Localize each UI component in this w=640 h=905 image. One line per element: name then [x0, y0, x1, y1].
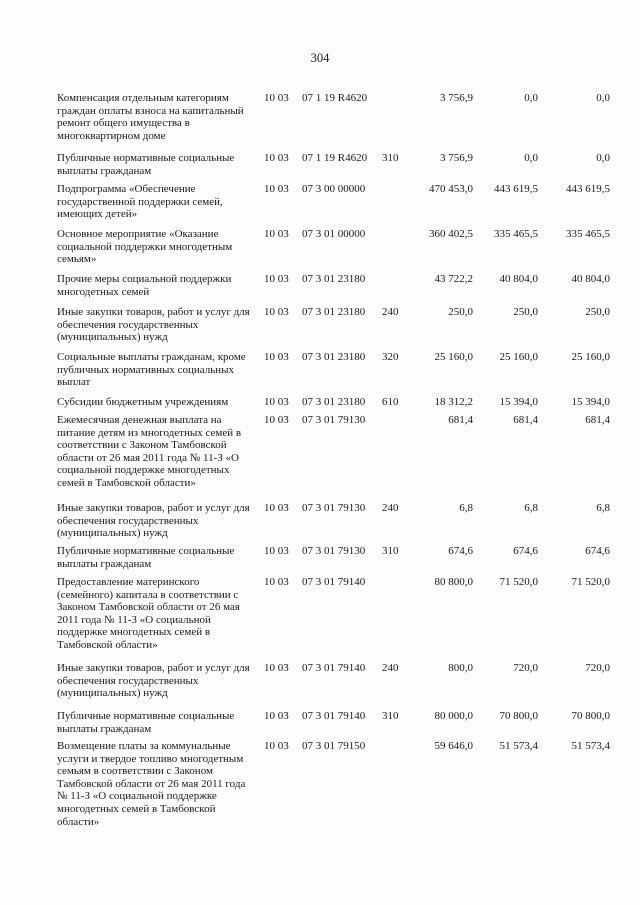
row-code: 07 3 01 23180 — [302, 396, 366, 408]
row-value-2: 674,6 — [513, 545, 538, 557]
row-value-2: 250,0 — [513, 306, 538, 318]
row-section: 10 03 — [264, 576, 289, 588]
row-vr: 310 — [382, 545, 399, 557]
row-value-2: 70 800,0 — [499, 710, 538, 722]
row-value-2: 720,0 — [513, 662, 538, 674]
row-vr: 310 — [382, 710, 399, 722]
row-section: 10 03 — [264, 183, 289, 195]
row-value-1: 59 646,0 — [434, 740, 473, 752]
row-code: 07 3 01 23180 — [302, 306, 366, 318]
row-code: 07 3 01 79130 — [302, 414, 366, 426]
row-vr: 240 — [382, 502, 399, 514]
row-vr: 240 — [382, 662, 399, 674]
row-code: 07 3 01 79140 — [302, 576, 366, 588]
row-value-1: 3 756,9 — [440, 152, 473, 164]
row-value-1: 674,6 — [448, 545, 473, 557]
row-value-3: 25 160,0 — [571, 351, 610, 363]
row-value-2: 335 465,5 — [494, 228, 538, 240]
row-description: Публичные нормативные социальные выплаты гражданам — [57, 545, 235, 570]
row-vr: 610 — [382, 396, 399, 408]
row-code: 07 1 19 R4620 — [302, 152, 368, 164]
row-code: 07 3 01 23180 — [302, 273, 366, 285]
row-value-2: 0,0 — [524, 92, 538, 104]
row-code: 07 3 01 79130 — [302, 502, 366, 514]
row-section: 10 03 — [264, 662, 289, 674]
row-value-1: 43 722,2 — [434, 273, 473, 285]
row-value-3: 40 804,0 — [571, 273, 610, 285]
row-description: Подпрограмма «Обеспечение государственной поддержки семей, имеющих детей» — [57, 183, 223, 221]
row-description: Публичные нормативные социальные выплаты гражданам — [57, 710, 235, 735]
row-value-2: 443 619,5 — [494, 183, 538, 195]
row-value-1: 80 000,0 — [434, 710, 473, 722]
row-code: 07 3 01 79150 — [302, 740, 366, 752]
row-value-2: 25 160,0 — [499, 351, 538, 363]
row-value-1: 681,4 — [448, 414, 473, 426]
row-value-3: 0,0 — [596, 92, 610, 104]
row-value-3: 443 619,5 — [566, 183, 610, 195]
row-description: Основное мероприятие «Оказание социальной поддержки многодетным семьям» — [57, 228, 233, 266]
row-section: 10 03 — [264, 228, 289, 240]
row-description: Иные закупки товаров, работ и услуг для обеспечения государственных (муниципальных) нужд — [57, 662, 250, 700]
row-description: Публичные нормативные социальные выплаты гражданам — [57, 152, 235, 177]
row-value-2: 71 520,0 — [499, 576, 538, 588]
row-section: 10 03 — [264, 273, 289, 285]
row-vr: 320 — [382, 351, 399, 363]
row-value-1: 6,8 — [459, 502, 473, 514]
row-description: Компенсация отдельным категориям граждан оплаты взноса на капитальный ремонт общего имущества в многоквартирном доме — [57, 92, 244, 142]
row-description: Ежемесячная денежная выплата на питание детям из многодетных семей в соответствии с Законом Тамбовской области от 26 мая 2011 года № 11-З «О социальной поддержке многодетных семей в Тамбовской области» — [57, 414, 242, 489]
row-value-2: 51 573,4 — [499, 740, 538, 752]
row-value-2: 6,8 — [524, 502, 538, 514]
row-value-3: 6,8 — [596, 502, 610, 514]
row-section: 10 03 — [264, 502, 289, 514]
row-value-1: 470 453,0 — [429, 183, 473, 195]
row-value-3: 15 394,0 — [571, 396, 610, 408]
row-section: 10 03 — [264, 351, 289, 363]
row-value-1: 360 402,5 — [429, 228, 473, 240]
row-value-3: 674,6 — [585, 545, 610, 557]
row-code: 07 3 01 23180 — [302, 351, 366, 363]
row-code: 07 3 01 79130 — [302, 545, 366, 557]
row-section: 10 03 — [264, 92, 289, 104]
row-code: 07 3 01 79140 — [302, 710, 366, 722]
row-description: Иные закупки товаров, работ и услуг для обеспечения государственных (муниципальных) нужд — [57, 502, 250, 540]
row-vr: 240 — [382, 306, 399, 318]
row-value-3: 250,0 — [585, 306, 610, 318]
row-section: 10 03 — [264, 414, 289, 426]
row-description: Прочие меры социальной поддержки многодетных семей — [57, 273, 232, 298]
row-value-3: 720,0 — [585, 662, 610, 674]
row-value-1: 250,0 — [448, 306, 473, 318]
row-description: Предоставление материнского (семейного) капитала в соответствии с Законом Тамбовской области от 26 мая 2011 года № 11-З «О социальной поддержке многодетных семей в Тамбовской области» — [57, 576, 240, 651]
row-value-3: 71 520,0 — [571, 576, 610, 588]
row-value-1: 25 160,0 — [434, 351, 473, 363]
row-description: Социальные выплаты гражданам, кроме публичных нормативных социальных выплат — [57, 351, 246, 389]
row-code: 07 3 01 00000 — [302, 228, 366, 240]
row-value-3: 681,4 — [585, 414, 610, 426]
row-value-3: 335 465,5 — [566, 228, 610, 240]
row-section: 10 03 — [264, 710, 289, 722]
row-description: Возмещение платы за коммунальные услуги и твердое топливо многодетным семьям в соответствии с Законом Тамбовской области от 26 мая 2011 года № 11-З «О социальной поддержке многодетных семей в Тамбовской области» — [57, 740, 246, 828]
row-section: 10 03 — [264, 545, 289, 557]
row-value-3: 70 800,0 — [571, 710, 610, 722]
row-value-3: 0,0 — [596, 152, 610, 164]
row-value-2: 40 804,0 — [499, 273, 538, 285]
row-section: 10 03 — [264, 740, 289, 752]
row-value-2: 15 394,0 — [499, 396, 538, 408]
row-section: 10 03 — [264, 396, 289, 408]
row-value-3: 51 573,4 — [571, 740, 610, 752]
row-value-1: 3 756,9 — [440, 92, 473, 104]
row-code: 07 3 00 00000 — [302, 183, 366, 195]
row-vr: 310 — [382, 152, 399, 164]
row-value-1: 18 312,2 — [434, 396, 473, 408]
row-code: 07 1 19 R4620 — [302, 92, 368, 104]
row-section: 10 03 — [264, 152, 289, 164]
row-section: 10 03 — [264, 306, 289, 318]
row-value-1: 800,0 — [448, 662, 473, 674]
row-code: 07 3 01 79140 — [302, 662, 366, 674]
row-value-2: 681,4 — [513, 414, 538, 426]
row-value-1: 80 800,0 — [434, 576, 473, 588]
page-number: 304 — [310, 51, 330, 65]
row-value-2: 0,0 — [524, 152, 538, 164]
row-description: Иные закупки товаров, работ и услуг для обеспечения государственных (муниципальных) нужд — [57, 306, 250, 344]
row-description: Субсидии бюджетным учреждениям — [57, 396, 229, 408]
